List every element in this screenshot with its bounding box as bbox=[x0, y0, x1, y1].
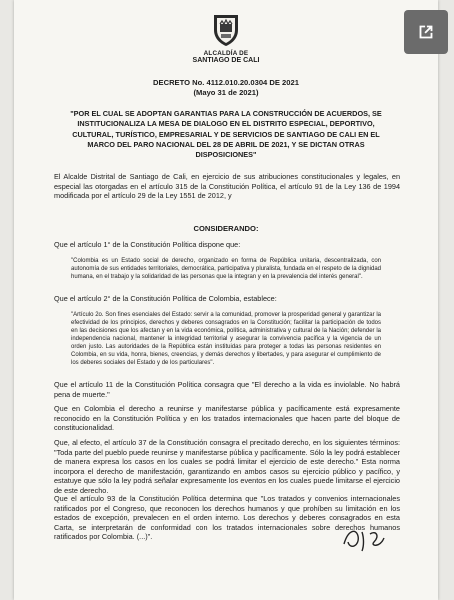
issuer-city: SANTIAGO DE CALI bbox=[192, 57, 260, 64]
signature-initials bbox=[340, 524, 388, 554]
paragraph-right-to-assemble: Que en Colombia el derecho a reunirse y manifestarse pública y pacíficamente está expresamente reconocido en la Constitución Política y en los tratados internacionales que hacen parte del bloque de constitucionalidad. bbox=[54, 404, 400, 433]
decree-date: (Mayo 31 de 2021) bbox=[193, 88, 259, 97]
quote-art1: "Colombia es un Estado social de derecho, organizado en forma de República unitaria, descentralizada, con autonomía de sus entidades territoriales, democrática, participativa y pluralista, fundada en el respeto de la dignidad humana, en el trabajo y la solidaridad de las personas que la integran y en la prevalencia del interés general". bbox=[71, 258, 381, 280]
paragraph-art1: Que el artículo 1° de la Constitución Política dispone que: bbox=[54, 240, 241, 249]
quote-art2: "Artículo 2o. Son fines esenciales del Estado: servir a la comunidad, promover la prosperidad general y garantizar la efectividad de los principios, derechos y deberes consagrados en la Constitución; facilitar la participación de todos en las decisiones que los afectan y en la vida económica, política, administrativa y cultural de la Nación; defender la independencia nacional, mantener la integridad territorial y asegurar la convivencia pacífica y la vigencia de un orden justo. Las autoridades de la República están instituidas para proteger a todas las personas residentes en Colombia, en su vida, honra, bienes, creencias, y demás derechos y libertades, y para asegurar el cumplimiento de los deberes sociales del Estado y de los particulares". bbox=[71, 312, 381, 366]
issuer-label: ALCALDÍA DE bbox=[203, 50, 249, 57]
open-external-icon bbox=[415, 21, 437, 43]
coat-of-arms-icon bbox=[211, 12, 241, 48]
decree-title: "POR EL CUAL SE ADOPTAN GARANTIAS PARA LA CONSTRUCCIÓN DE ACUERDOS, SE INSTITUCIONALIZA LA MESA DE DIALOGO EN EL DISTRITO ESPECIAL, DEPORTIVO, CULTURAL, TURÍSTICO, EMPRESARIAL Y DE SERVICIOS DE SANTIAGO DE CALI EN EL MARCO DEL PARO NACIONAL DEL 28 DE ABRIL DE 2021, Y SE DICTAN OTRAS DISPOSICIONES" bbox=[70, 109, 382, 160]
paragraph-art2: Que el artículo 2° de la Constitución Política de Colombia, establece: bbox=[54, 294, 277, 303]
paragraph-art11: Que el artículo 11 de la Constitución Política consagra que "El derecho a la vida es inviolable. No habrá pena de muerte." bbox=[54, 380, 400, 399]
paragraph-art37: Que, al efecto, el artículo 37 de la Constitución consagra el precitado derecho, en los siguientes términos: "Toda parte del pueblo puede reunirse y manifestarse pública y pacíficamente. Sólo la ley podrá establecer de manera expresa los casos en los cuales se podrá limitar el ejercicio de este derecho." Esta norma incorpora el derecho de manifestación, garantizando en ambos casos su ejercicio público y pacífico, y estatuye que sólo la ley podrá señalar expresamente los eventos en los cuales puede limitarse el ejercicio de este derecho. bbox=[54, 438, 400, 495]
open-external-button[interactable] bbox=[404, 10, 448, 54]
decree-number: DECRETO No. 4112.010.20.0304 DE 2021 bbox=[153, 78, 299, 87]
intro-paragraph: El Alcalde Distrital de Santiago de Cali, en ejercicio de sus atribuciones constitucionales y legales, en especial las otorgadas en el artículo 315 de la Constitución Política, el artículo 91 de la Ley 136 de 1994 modificada por el artículo 29 de la Ley 1551 de 2012, y bbox=[54, 172, 400, 201]
paragraph-art93: Que el artículo 93 de la Constitución Política determina que "Los tratados y convenios internacionales ratificados por el Congreso, que reconocen los derechos humanos y que prohíben su limitación en los estados de excepción, prevalecen en el orden interno. Los derechos y deberes consagrados en esta Carta, se interpretarán de conformidad con los tratados internacionales sobre derechos humanos ratificados por Colombia. (...)". bbox=[54, 494, 400, 542]
document-page bbox=[14, 0, 438, 600]
considerando-heading: CONSIDERANDO: bbox=[193, 224, 259, 233]
